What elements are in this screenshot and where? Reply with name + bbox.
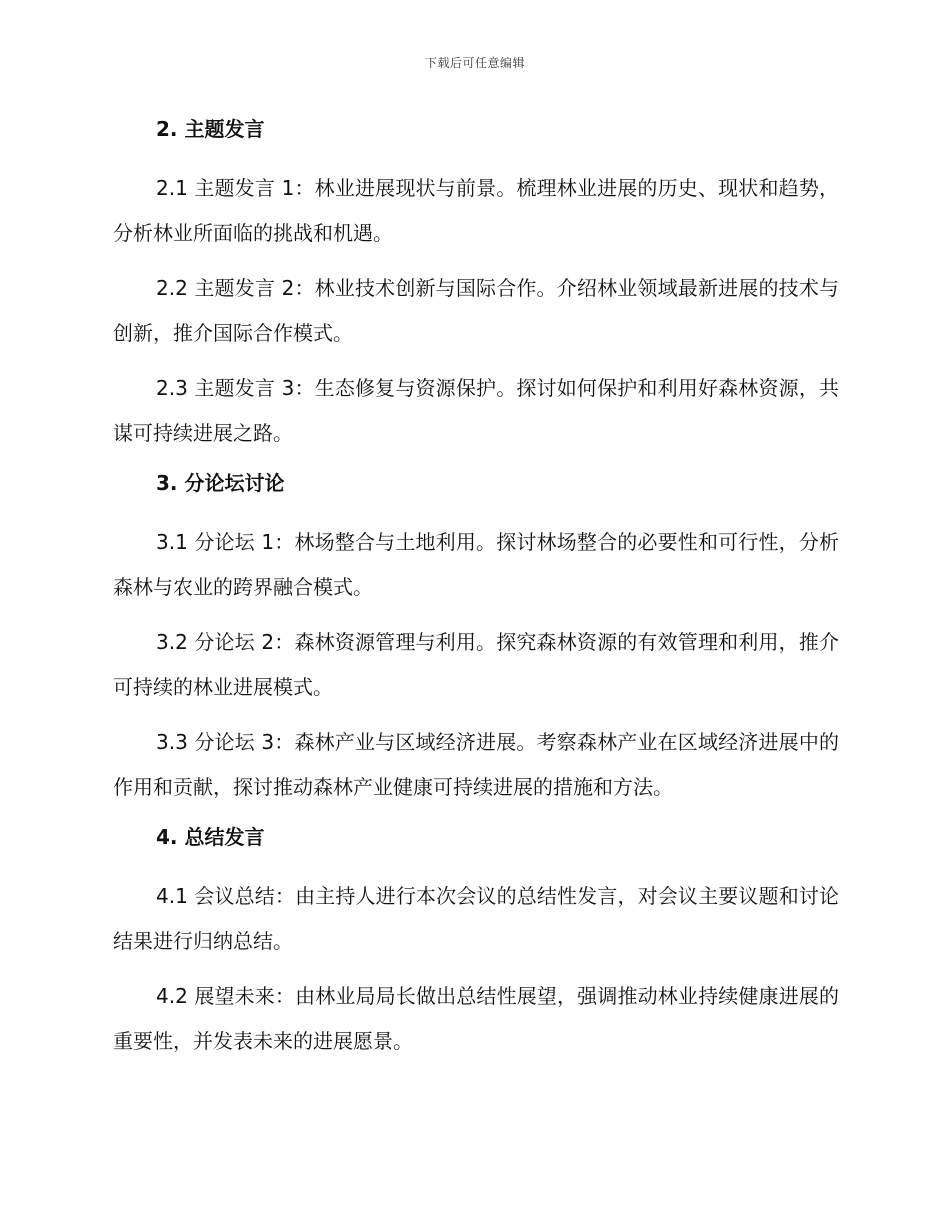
section-title: 3. 分论坛讨论 xyxy=(156,471,285,495)
paragraph: 2.1 主题发言 1：林业进展现状与前景。梳理林业进展的历史、现状和趋势，分析林业所面临的挑战和机遇。 xyxy=(113,176,839,245)
section-title: 2. 主题发言 xyxy=(156,117,265,141)
paragraph: 4.2 展望未来：由林业局局长做出总结性展望，强调推动林业持续健康进展的重要性，并发表未来的进展愿景。 xyxy=(113,984,839,1053)
paragraph: 3.1 分论坛 1：林场整合与土地利用。探讨林场整合的必要性和可行性，分析森林与农业的跨界融合模式。 xyxy=(113,530,839,599)
document-body xyxy=(113,112,839,1074)
section-4 xyxy=(113,820,839,1064)
section-title: 4. 总结发言 xyxy=(156,825,265,849)
paragraph: 2.3 主题发言 3：生态修复与资源保护。探讨如何保护和利用好森林资源，共谋可持续进展之路。 xyxy=(113,376,839,445)
section-3 xyxy=(113,466,839,810)
paragraph: 3.3 分论坛 3：森林产业与区域经济进展。考察森林产业在区域经济进展中的作用和贡献，探讨推动森林产业健康可持续进展的措施和方法。 xyxy=(113,730,839,799)
section-2 xyxy=(113,112,839,456)
paragraph: 3.2 分论坛 2：森林资源管理与利用。探究森林资源的有效管理和利用，推介可持续的林业进展模式。 xyxy=(113,630,839,699)
paragraph: 4.1 会议总结：由主持人进行本次会议的总结性发言，对会议主要议题和讨论结果进行归纳总结。 xyxy=(113,884,839,953)
page-header: 下载后可任意编辑 xyxy=(424,56,525,70)
paragraph: 2.2 主题发言 2：林业技术创新与国际合作。介绍林业领域最新进展的技术与创新，推介国际合作模式。 xyxy=(113,276,839,345)
